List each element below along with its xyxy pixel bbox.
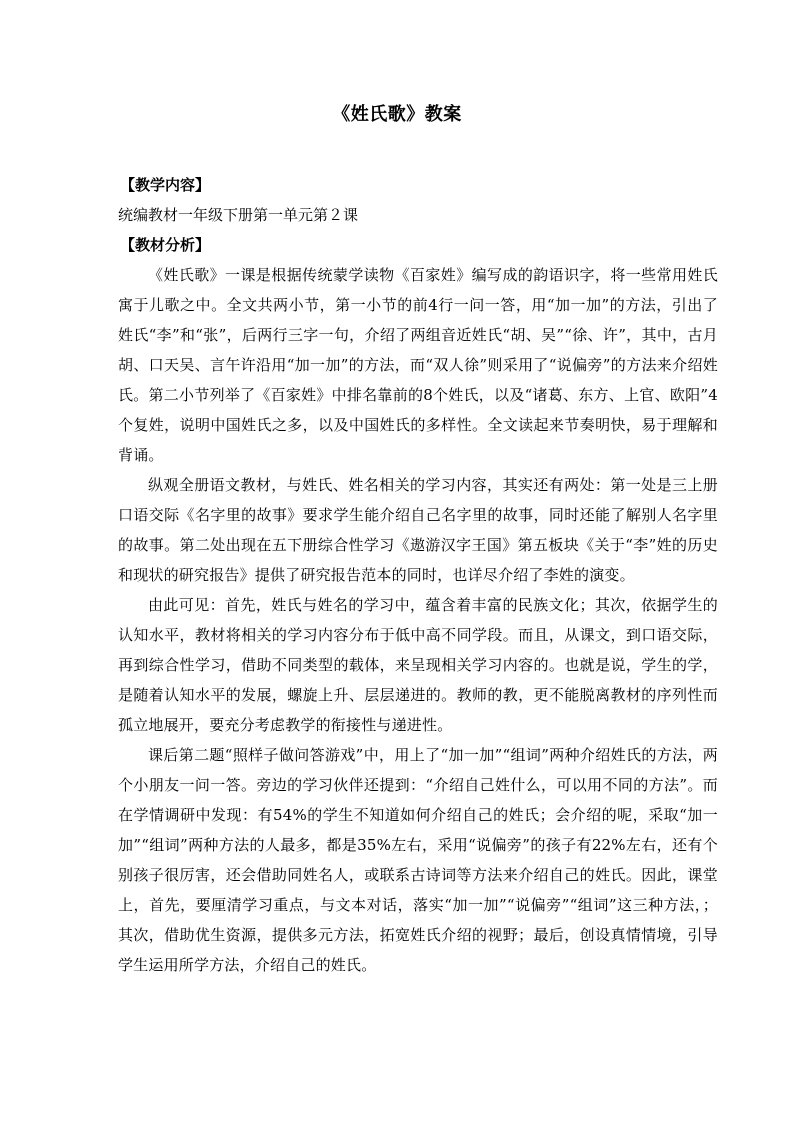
document-title: 《姓氏歌》教案 xyxy=(332,104,462,125)
section-heading-teaching-content: 【教学内容】 xyxy=(120,176,211,194)
document-body xyxy=(118,170,718,980)
analysis-paragraph-4: 课后第二题“照样子做问答游戏”中，用上了“加一加”“组词”两种介绍姓氏的方法，两个小朋友一问一答。旁边的学习伙伴还提到：“介绍自己姓什么，可以用不同的方法”。而在学情调研中发现：有54%的学生不知道如何介绍自己的姓氏；会介绍的呢，采取“加一加”“组词”两种方法的人最多，都是35%左右，采用“说偏旁”的孩子有22%左右，还有个别孩子很厉害，还会借助同姓名人，或联系古诗词等方法来介绍自己的姓氏。因此，课堂上，首先，要厘清学习重点，与文本对话，落实“加一加”“说偏旁”“组词”这三种方法，；其次，借助优生资源，提供多元方法，拓宽姓氏介绍的视野；最后，创设真情情境，引导学生运用所学方法，介绍自己的姓氏。 xyxy=(118,746,718,974)
analysis-paragraph-1: 《姓氏歌》一课是根据传统蒙学读物《百家姓》编写成的韵语识字，将一些常用姓氏寓于儿歌之中。全文共两小节，第一小节的前4行一问一答，用“加一加”的方法，引出了姓氏“李”和“张”，后两行三字一句，介绍了两组音近姓氏“胡、吴”“徐、许”，其中，古月胡、口天吴、言午许沿用“加一加”的方法，而“双人徐”则采用了“说偏旁”的方法来介绍姓氏。第二小节列举了《百家姓》中排名靠前的8个姓氏，以及“诸葛、东方、上官、欧阳”4个复姓，说明中国姓氏之多，以及中国姓氏的多样性。全文读起来节奏明快，易于理解和背诵。 xyxy=(118,266,718,464)
analysis-paragraph-2: 纵观全册语文教材，与姓氏、姓名相关的学习内容，其实还有两处：第一处是三上册口语交际《名字里的故事》要求学生能介绍自己名字里的故事，同时还能了解别人名字里的故事。第二处出现在五下册综合性学习《遨游汉字王国》第五板块《关于“李”姓的历史和现状的研究报告》提供了研究报告范本的同时，也详尽介绍了李姓的演变。 xyxy=(118,476,718,584)
teaching-content-text: 统编教材一年级下册第一单元第２课 xyxy=(118,206,359,224)
section-heading-material-analysis: 【教材分析】 xyxy=(120,236,211,254)
analysis-paragraph-3: 由此可见：首先，姓氏与姓名的学习中，蕴含着丰富的民族文化；其次，依据学生的认知水平，教材将相关的学习内容分布于低中高不同学段。而且，从课文，到口语交际，再到综合性学习，借助不同类型的载体，来呈现相关学习内容的。也就是说，学生的学，是随着认知水平的发展，螺旋上升、层层递进的。教师的教，更不能脱离教材的序列性而孤立地展开，要充分考虑教学的衔接性与递进性。 xyxy=(118,596,718,734)
